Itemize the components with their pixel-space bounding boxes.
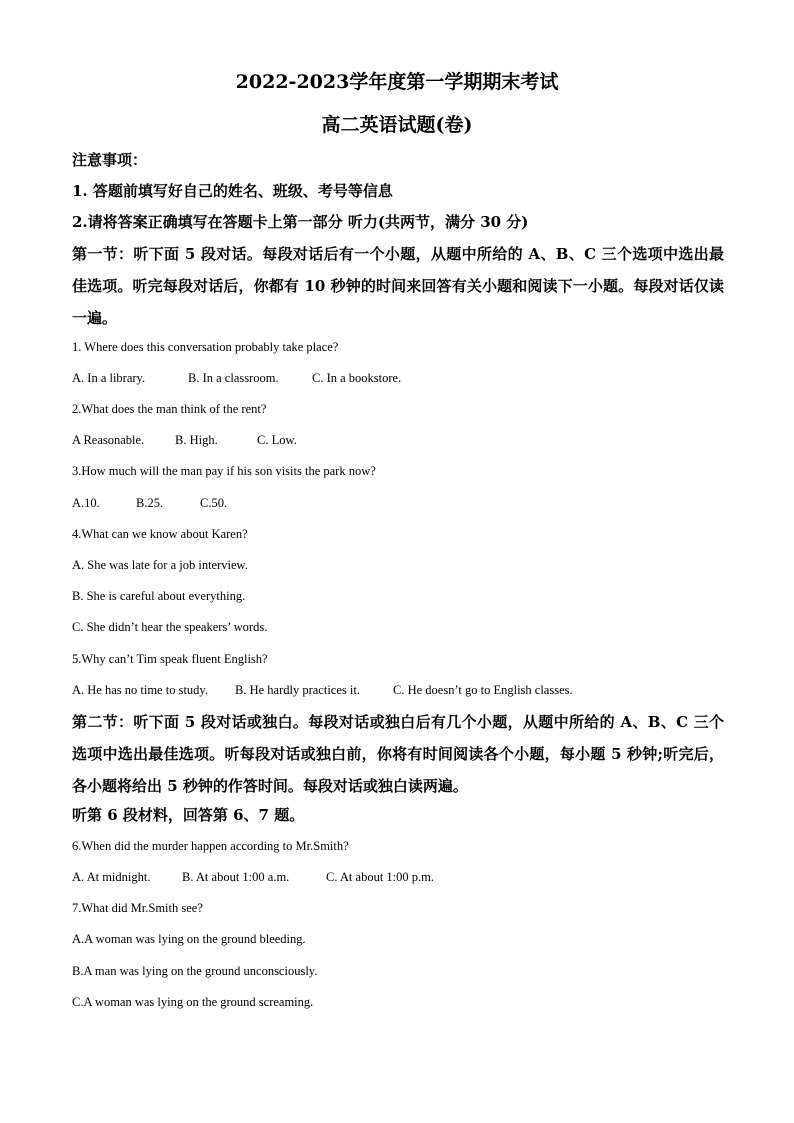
question-5-option-b: B. He hardly practices it. <box>235 683 360 697</box>
question-7-option-c: C.A woman was lying on the ground screaming. <box>72 995 314 1009</box>
section2-instructions: 第二节：听下面 5 段对话或独白。每段对话或独白后有几个小题，从题中所给的 A、B、C 三个选项中选出最佳选项。听每段对话或独白前，你将有时间阅读各个小题，每小题 5 秒钟;听完后，各小题将给出 5 秒钟的作答时间。每段对话或独白读两遍。 <box>72 713 724 795</box>
question-2-option-c: C. Low. <box>257 433 297 447</box>
question-4-option-c: C. She didn’t hear the speakers’ words. <box>72 620 268 634</box>
question-3-option-a: A.10. <box>72 496 100 510</box>
question-4-option-a: A. She was late for a job interview. <box>72 558 248 572</box>
question-6-option-c: C. At about 1:00 p.m. <box>326 870 434 884</box>
question-6-stem: 6.When did the murder happen according to Mr.Smith? <box>72 839 349 853</box>
exam-title: 2022-2023学年度第一学期期末考试 <box>235 71 559 93</box>
question-4-option-b: B. She is careful about everything. <box>72 589 246 603</box>
question-2-option-a: A Reasonable. <box>72 433 145 447</box>
question-1-option-b: B. In a classroom. <box>188 371 279 385</box>
notes-item-1: 1. 答题前填写好自己的姓名、班级、考号等信息 <box>72 182 393 200</box>
notes-item-2: 2.请将答案正确填写在答题卡上第一部分 听力(共两节，满分 30 分) <box>72 213 529 231</box>
question-7-option-b: B.A man was lying on the ground unconsciously. <box>72 964 318 978</box>
question-5-stem: 5.Why can’t Tim speak fluent English? <box>72 652 268 666</box>
question-2-option-b: B. High. <box>175 433 218 447</box>
question-3-option-c: C.50. <box>200 496 228 510</box>
notes-heading: 注意事项： <box>72 151 148 169</box>
question-1-option-a: A. In a library. <box>72 371 146 385</box>
material-note: 听第 6 段材料，回答第 6、7 题。 <box>72 806 305 824</box>
question-2-stem: 2.What does the man think of the rent? <box>72 402 267 416</box>
question-1-option-c: C. In a bookstore. <box>312 371 402 385</box>
section1-instructions: 第一节：听下面 5 段对话。每段对话后有一个小题，从题中所给的 A、B、C 三个选项中选出最佳选项。听完每段对话后，你都有 10 秒钟的时间来回答有关小题和阅读下一小题。每段对话仅读一遍。 <box>72 245 724 327</box>
question-5-option-c: C. He doesn’t go to English classes. <box>393 683 573 697</box>
question-6-option-b: B. At about 1:00 a.m. <box>182 870 290 884</box>
question-4-stem: 4.What can we know about Karen? <box>72 527 248 541</box>
question-1-stem: 1. Where does this conversation probably take place? <box>72 340 339 354</box>
question-5-option-a: A. He has no time to study. <box>72 683 208 697</box>
question-3-stem: 3.How much will the man pay if his son visits the park now? <box>72 464 376 478</box>
question-6-option-a: A. At midnight. <box>72 870 151 884</box>
question-7-option-a: A.A woman was lying on the ground bleeding. <box>72 932 306 946</box>
question-7-stem: 7.What did Mr.Smith see? <box>72 901 203 915</box>
question-3-option-b: B.25. <box>136 496 164 510</box>
exam-subtitle: 高二英语试题(卷) <box>321 114 473 136</box>
